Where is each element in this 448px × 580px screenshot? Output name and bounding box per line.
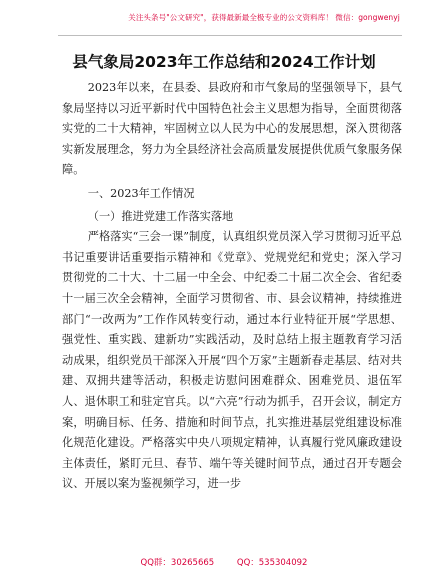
document-body: [62, 78, 402, 495]
document-title: 县气象局2023年工作总结和2024工作计划: [72, 53, 376, 71]
body-paragraph: 严格落实“三会一课”制度，认真组织党员深入学习贯彻习近平总书记重要讲话重要指示精神和《党章》、党规党纪和党史；深入学习贯彻党的二十大、十二届一中全会、中纪委二十届二次全会、省纪委十一届三次全会精神，全面学习贯彻省、市、县会议精神，持续推进部门“一改两为”工作作风转变行动，通过本行业特征开展“学思想、强党性、重实践、建新功”实践活动，及时总结上报主题教育学习活动成果，组织党员干部深入开展“四个万家”主题新春走基层、结对共建、双拥共建等活动，积极走访慰问困难群众、困难党员、退伍军人、退休职工和驻定官兵。以“六亮”行动为抓手，召开会议，制定方案，明确目标、任务、措施和时间节点，扎实推进基层党组建设标准化规范化建设。严格落实中央八项规定精神，认真履行党风廉政建设主体责任，紧盯元旦、春节、端午等关键时间节点，通过召开专题会议、开展以案为鉴视频学习，进一步: [62, 230, 402, 491]
footer-qq-group: QQ群：30265665: [140, 558, 215, 568]
header-banner: 关注头条号"公文研究"，获得最新最全极专业的公文资料库！ 微信：gongwenyj: [128, 13, 400, 22]
footer-qq-number: QQ：535304092: [236, 558, 308, 568]
intro-paragraph: 2023年以来，在县委、县政府和市气象局的坚强领导下，县气象局坚持以习近平新时代中国特色社会主义思想为指导，全面贯彻落实党的二十大精神，牢固树立以人民为中心的发展思想，深入贯彻落实新发展理念，努力为全县经济社会高质量发展提供优质气象服务保障。: [62, 81, 402, 177]
header-divider: [58, 35, 402, 36]
footer-contact: [0, 556, 448, 568]
subsection-heading: （一）推进党建工作落实落地: [87, 209, 234, 223]
section-heading: 一、2023年工作情况: [87, 186, 195, 200]
